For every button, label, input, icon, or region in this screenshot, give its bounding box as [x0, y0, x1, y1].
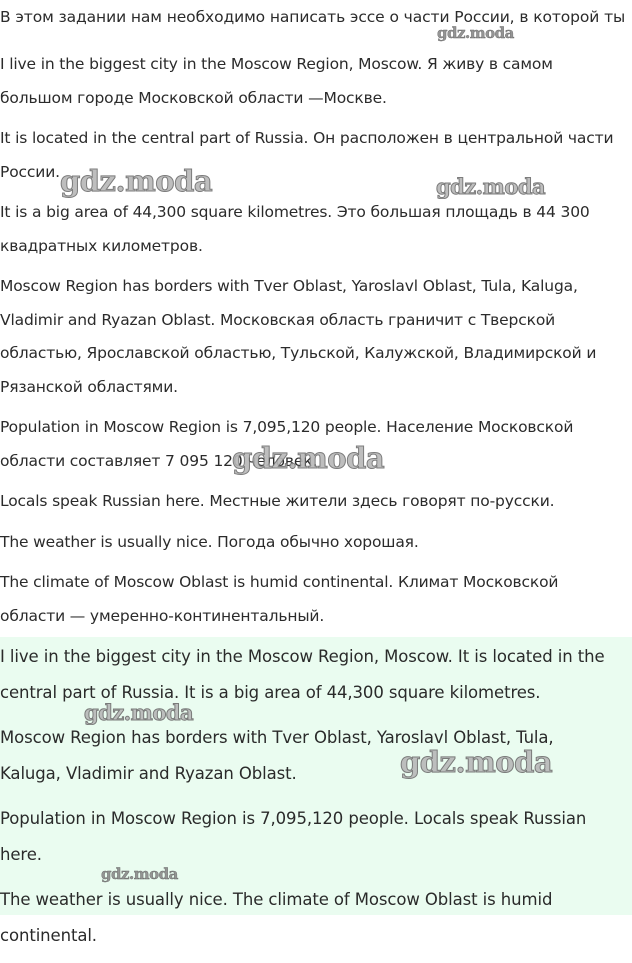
paragraph: Moscow Region has borders with Tver Oblast, Yaroslavl Oblast, Tula, Kaluga, Vladimir and Ryazan Oblast. Московская область граничит с Тверской областью, Ярославской областью, Тульской, Калужской, Владимирской и Рязанской областями. — [0, 277, 597, 396]
watermark-logo: gdz.moda — [84, 700, 194, 725]
paragraph: Population in Moscow Region is 7,095,120 people. Население Московской области составляет 7 095 120 человек. — [0, 418, 574, 470]
watermark-logo: gdz.moda — [437, 24, 514, 42]
watermark-logo: gdz.moda — [436, 174, 546, 199]
summary-paragraph: Population in Moscow Region is 7,095,120 people. Locals speak Russian here. — [0, 809, 587, 864]
summary-paragraph: The weather is usually nice. The climate of Moscow Oblast is humid continental. — [0, 890, 553, 945]
watermark-logo: gdz.moda — [101, 865, 178, 883]
watermark-logo: gdz.moda — [60, 164, 213, 198]
watermark-logo: gdz.moda — [232, 441, 385, 475]
watermark-logo: gdz.moda — [400, 745, 553, 779]
essay-translation — [0, 48, 628, 640]
paragraph: It is a big area of 44,300 square kilometres. Это большая площадь в 44 300 квадратных километров. — [0, 203, 590, 255]
paragraph: Locals speak Russian here. Местные жители здесь говорят по-русски. — [0, 492, 555, 510]
intro-text: В этом задании нам необходимо написать эссе о части России, в которой ты — [0, 8, 626, 26]
paragraph: The weather is usually nice. Погода обычно хорошая. — [0, 532, 419, 551]
paragraph: It is located in the central part of Russia. Он расположен в центральной части России. — [0, 129, 614, 181]
summary-paragraph: I live in the biggest city in the Moscow Region, Moscow. It is located in the central part of Russia. It is a big area of 44,300 square kilometres. — [0, 647, 605, 702]
paragraph: I live in the biggest city in the Moscow Region, Moscow. Я живу в самом большом городе Московской области —Москве. — [0, 55, 553, 107]
paragraph: The climate of Moscow Oblast is humid continental. Климат Московской области — умеренно-континентальный. — [0, 573, 559, 625]
summary-paragraph: Moscow Region has borders with Tver Oblast, Yaroslavl Oblast, Tula, Kaluga, Vladimir and Ryazan Oblast. — [0, 728, 554, 783]
